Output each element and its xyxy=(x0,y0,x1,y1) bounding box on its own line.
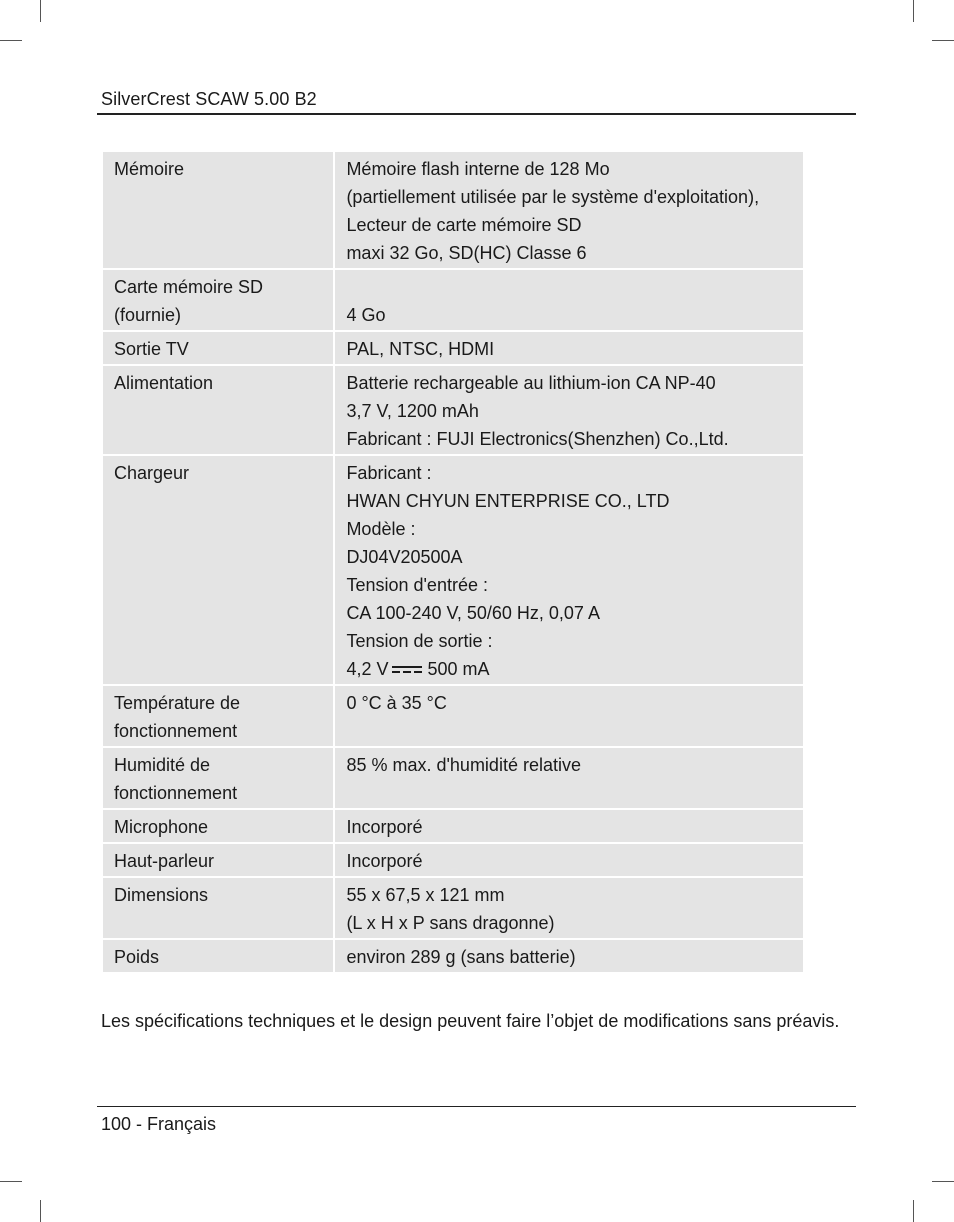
spec-value-line: 55 x 67,5 x 121 mm xyxy=(346,885,505,905)
crop-mark xyxy=(913,0,914,22)
spec-label-line: Sortie TV xyxy=(114,339,189,359)
spec-row xyxy=(102,747,804,809)
dc-current-icon xyxy=(392,665,422,674)
footer-rule xyxy=(97,1106,856,1107)
spec-value-line xyxy=(346,273,793,301)
spec-value-line: environ 289 g (sans batterie) xyxy=(346,947,576,967)
spec-value-line: PAL, NTSC, HDMI xyxy=(346,339,495,359)
spec-label xyxy=(102,455,334,685)
crop-mark xyxy=(0,40,22,41)
spec-value-line: DJ04V20500A xyxy=(346,547,463,567)
page-header-title: SilverCrest SCAW 5.00 B2 xyxy=(101,89,317,109)
spec-value-line: (partiellement utilisée par le système d'exploitation), xyxy=(346,187,760,207)
spec-label xyxy=(102,151,334,269)
spec-label xyxy=(102,365,334,455)
spec-label xyxy=(102,269,334,331)
spec-row xyxy=(102,365,804,455)
spec-value xyxy=(334,365,804,455)
spec-row xyxy=(102,939,804,973)
crop-mark xyxy=(932,40,954,41)
header-rule xyxy=(97,113,856,115)
spec-label-line: (fournie) xyxy=(114,305,182,325)
spec-value-line: HWAN CHYUN ENTERPRISE CO., LTD xyxy=(346,491,670,511)
spec-value xyxy=(334,151,804,269)
spec-row xyxy=(102,269,804,331)
spec-value-line: CA 100-240 V, 50/60 Hz, 0,07 A xyxy=(346,603,600,623)
crop-mark xyxy=(40,0,41,22)
spec-value-line: Modèle : xyxy=(346,519,416,539)
spec-value xyxy=(334,331,804,365)
spec-value-line: Batterie rechargeable au lithium-ion CA NP-40 xyxy=(346,373,716,393)
spec-value-line: (L x H x P sans dragonne) xyxy=(346,913,555,933)
spec-row xyxy=(102,685,804,747)
spec-label-line: fonctionnement xyxy=(114,721,238,741)
spec-row xyxy=(102,809,804,843)
spec-value-line: 0 °C à 35 °C xyxy=(346,693,447,713)
spec-value-line: Incorporé xyxy=(346,817,423,837)
spec-value xyxy=(334,939,804,973)
spec-label xyxy=(102,939,334,973)
spec-value-line: Tension de sortie : xyxy=(346,631,493,651)
spec-value-line: Incorporé xyxy=(346,851,423,871)
spec-value-line: Tension d'entrée : xyxy=(346,575,488,595)
spec-value xyxy=(334,877,804,939)
output-current: 500 mA xyxy=(427,659,490,679)
spec-label xyxy=(102,685,334,747)
spec-value xyxy=(334,455,804,685)
spec-label xyxy=(102,877,334,939)
page-number: 100 - Français xyxy=(101,1114,217,1134)
spec-row xyxy=(102,843,804,877)
spec-label-line: Température de xyxy=(114,693,241,713)
spec-value xyxy=(334,747,804,809)
specifications-table xyxy=(101,150,805,974)
spec-label-line: Carte mémoire SD xyxy=(114,277,264,297)
spec-row xyxy=(102,455,804,685)
crop-mark xyxy=(932,1181,954,1182)
specifications-table-body xyxy=(102,151,804,973)
spec-value-line: Mémoire flash interne de 128 Mo xyxy=(346,159,610,179)
spec-value-line: 85 % max. d'humidité relative xyxy=(346,755,581,775)
spec-value xyxy=(334,843,804,877)
charger-output-line xyxy=(346,655,793,683)
spec-label xyxy=(102,331,334,365)
spec-value xyxy=(334,809,804,843)
spec-label-line: Chargeur xyxy=(114,463,190,483)
crop-mark xyxy=(40,1200,41,1222)
spec-value-line: Lecteur de carte mémoire SD xyxy=(346,215,582,235)
spec-value xyxy=(334,269,804,331)
spec-row xyxy=(102,331,804,365)
spec-value xyxy=(334,685,804,747)
spec-label-line: Mémoire xyxy=(114,159,185,179)
spec-value-line: 4 Go xyxy=(346,305,386,325)
spec-label xyxy=(102,747,334,809)
spec-label xyxy=(102,809,334,843)
spec-label-line: Poids xyxy=(114,947,160,967)
spec-value-line: Fabricant : xyxy=(346,463,432,483)
specifications-footnote: Les spécifications techniques et le design peuvent faire l’objet de modifications sans préavis. xyxy=(101,1011,840,1031)
spec-value-line: maxi 32 Go, SD(HC) Classe 6 xyxy=(346,243,587,263)
spec-row xyxy=(102,877,804,939)
spec-label-line: fonctionnement xyxy=(114,783,238,803)
spec-value-line: 3,7 V, 1200 mAh xyxy=(346,401,479,421)
spec-label-line: Dimensions xyxy=(114,885,209,905)
crop-mark xyxy=(913,1200,914,1222)
spec-label-line: Alimentation xyxy=(114,373,214,393)
spec-row xyxy=(102,151,804,269)
crop-mark xyxy=(0,1181,22,1182)
spec-value-line: Fabricant : FUJI Electronics(Shenzhen) Co.,Ltd. xyxy=(346,429,729,449)
spec-label-line: Humidité de xyxy=(114,755,211,775)
spec-label-line: Haut-parleur xyxy=(114,851,215,871)
spec-label xyxy=(102,843,334,877)
output-voltage: 4,2 V xyxy=(346,659,389,679)
spec-label-line: Microphone xyxy=(114,817,209,837)
